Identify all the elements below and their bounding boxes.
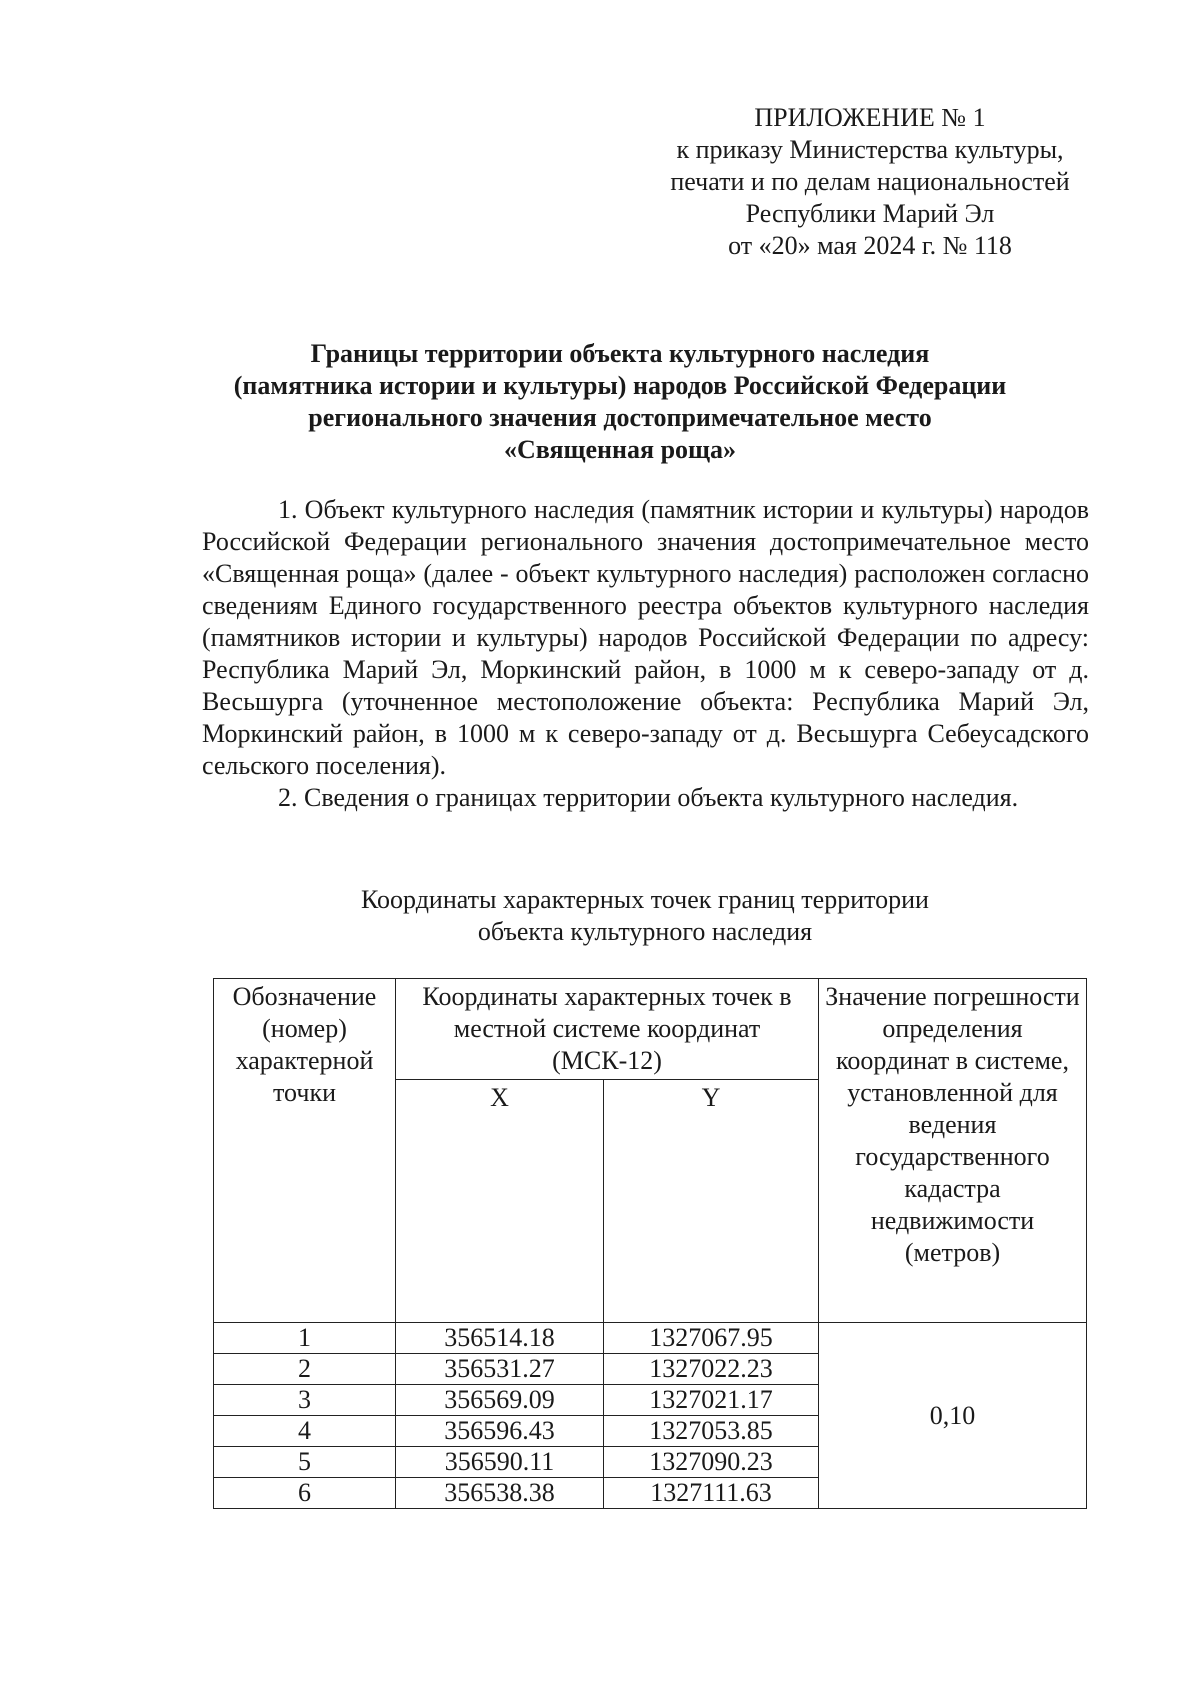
paragraph-object-description: 1. Объект культурного наследия (памятник истории и культуры) народов Российской Федерации регионального значения достопримечательное место «Священная роща» (далее - объект культурного наследия) расположен согласно сведениям Единого государственного реестра объектов культурного наследия (памятников истории и культуры) народов Российской Федерации по адресу: Республика Марий Эл, Моркинский район, в 1000 м к северо-западу от д. Весьшурга (уточненное местоположение объекта: Республика Марий Эл, Моркинский район, в 1000 м к северо-западу от д. Весьшурга Себеусадского сельского поселения). [202,495,1089,780]
cell-y: 1327021.17 [604,1385,819,1416]
header-point-number: Обозначение (номер) характерной точки [214,979,396,1323]
cell-error-value: 0,10 [819,1323,1087,1509]
cell-y: 1327067.95 [604,1323,819,1354]
cell-x: 356569.09 [396,1385,604,1416]
cell-x: 356538.38 [396,1478,604,1509]
cell-x: 356596.43 [396,1416,604,1447]
cell-point-number: 2 [214,1354,396,1385]
title-line: «Священная роща» [504,435,736,464]
cell-point-number: 6 [214,1478,396,1509]
cell-x: 356514.18 [396,1323,604,1354]
cell-point-number: 4 [214,1416,396,1447]
caption-line: Координаты характерных точек границ территории [361,885,929,914]
table-row [214,1323,1087,1354]
cell-y: 1327022.23 [604,1354,819,1385]
header-coordinates: Координаты характерных точек в местной системе координат (МСК-12) [396,979,819,1080]
table-caption [200,884,1090,948]
header-x: X [396,1080,604,1323]
header-error: Значение погрешности определения координат в системе, установленной для ведения государственного кадастра недвижимости (метров) [819,979,1087,1323]
cell-y: 1327090.23 [604,1447,819,1478]
title-line: регионального значения достопримечательное место [308,403,932,432]
cell-point-number: 3 [214,1385,396,1416]
caption-line: объекта культурного наследия [477,917,813,946]
cell-point-number: 5 [214,1447,396,1478]
document-body [202,494,1089,814]
appendix-date: от «20» мая 2024 г. № 118 [728,231,1012,260]
title-line: (памятника истории и культуры) народов Российской Федерации [233,371,1007,400]
coordinates-table [213,978,1087,1509]
cell-y: 1327053.85 [604,1416,819,1447]
appendix-header [620,102,1120,262]
appendix-ministry: печати и по делам национальностей [670,167,1070,196]
appendix-order-ref: к приказу Министерства культуры, [676,135,1064,164]
appendix-number: ПРИЛОЖЕНИЕ № 1 [754,103,986,132]
title-line: Границы территории объекта культурного наследия [310,339,930,368]
document-title [160,338,1080,466]
header-y: Y [604,1080,819,1323]
appendix-republic: Республики Марий Эл [745,199,995,228]
paragraph-boundaries-info: 2. Сведения о границах территории объекта культурного наследия. [278,783,1019,812]
cell-x: 356531.27 [396,1354,604,1385]
cell-x: 356590.11 [396,1447,604,1478]
cell-y: 1327111.63 [604,1478,819,1509]
cell-point-number: 1 [214,1323,396,1354]
